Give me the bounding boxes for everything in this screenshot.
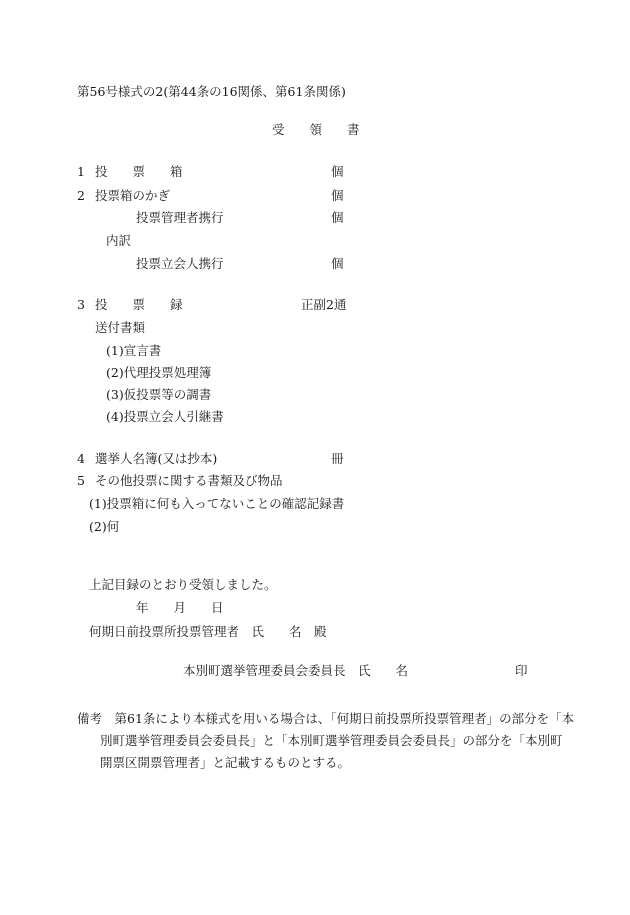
- sub-manager-unit: 個: [331, 210, 344, 225]
- form-header: 第56号様式の2(第44条の16関係、第61条関係): [77, 84, 346, 99]
- receipt-date: 年 月 日: [136, 600, 224, 615]
- receipt-statement: 上記目録のとおり受領しました。: [89, 577, 277, 592]
- item-1-label: 投 票 箱: [95, 164, 183, 179]
- breakdown-label: 内訳: [106, 233, 132, 248]
- receipt-addressee: 何期日前投票所投票管理者 氏 名 殿: [89, 624, 327, 639]
- form-title: 受 領 書: [272, 122, 360, 137]
- doc-1: (1)宣言書: [106, 343, 162, 358]
- sub-manager-label: 投票管理者携行: [136, 210, 224, 225]
- remarks-line-1: 備考 第61条により本様式を用いる場合は、「何期日前投票所投票管理者」の部分を「本: [77, 711, 575, 726]
- item-5-number: 5: [77, 473, 85, 488]
- item-3-label: 投 票 録: [95, 297, 183, 312]
- item-2-unit: 個: [331, 188, 344, 203]
- other-1: (1)投票箱に何も入ってないことの確認記録書: [89, 496, 345, 511]
- doc-3: (3)仮投票等の調書: [106, 387, 212, 402]
- item-1-number: 1: [77, 164, 85, 179]
- remarks-line-3: 開票区開票管理者」と記載するものとする。: [100, 755, 351, 770]
- remarks-line-2: 別町選挙管理委員会委員長」と「本別町選挙管理委員会委員長」の部分を「本別町: [100, 733, 563, 748]
- item-3-number: 3: [77, 297, 85, 312]
- sub-witness-unit: 個: [331, 256, 344, 271]
- receipt-signer: 本別町選挙管理委員会委員長 氏 名: [183, 663, 409, 678]
- item-4-label: 選挙人名簿(又は抄本): [95, 451, 218, 466]
- item-5-label: その他投票に関する書類及び物品: [95, 473, 283, 488]
- doc-4: (4)投票立会人引継書: [106, 409, 224, 424]
- item-4-number: 4: [77, 451, 85, 466]
- item-2-number: 2: [77, 188, 85, 203]
- doc-2: (2)代理投票処理簿: [106, 365, 212, 380]
- sent-docs-label: 送付書類: [95, 320, 146, 335]
- seal-mark: 印: [515, 663, 528, 678]
- item-2-label: 投票箱のかぎ: [95, 188, 171, 203]
- other-2: (2)何: [89, 519, 120, 534]
- item-4-unit: 冊: [331, 451, 344, 466]
- item-1-unit: 個: [331, 164, 344, 179]
- item-3-unit: 正副2通: [301, 297, 347, 312]
- sub-witness-label: 投票立会人携行: [136, 256, 224, 271]
